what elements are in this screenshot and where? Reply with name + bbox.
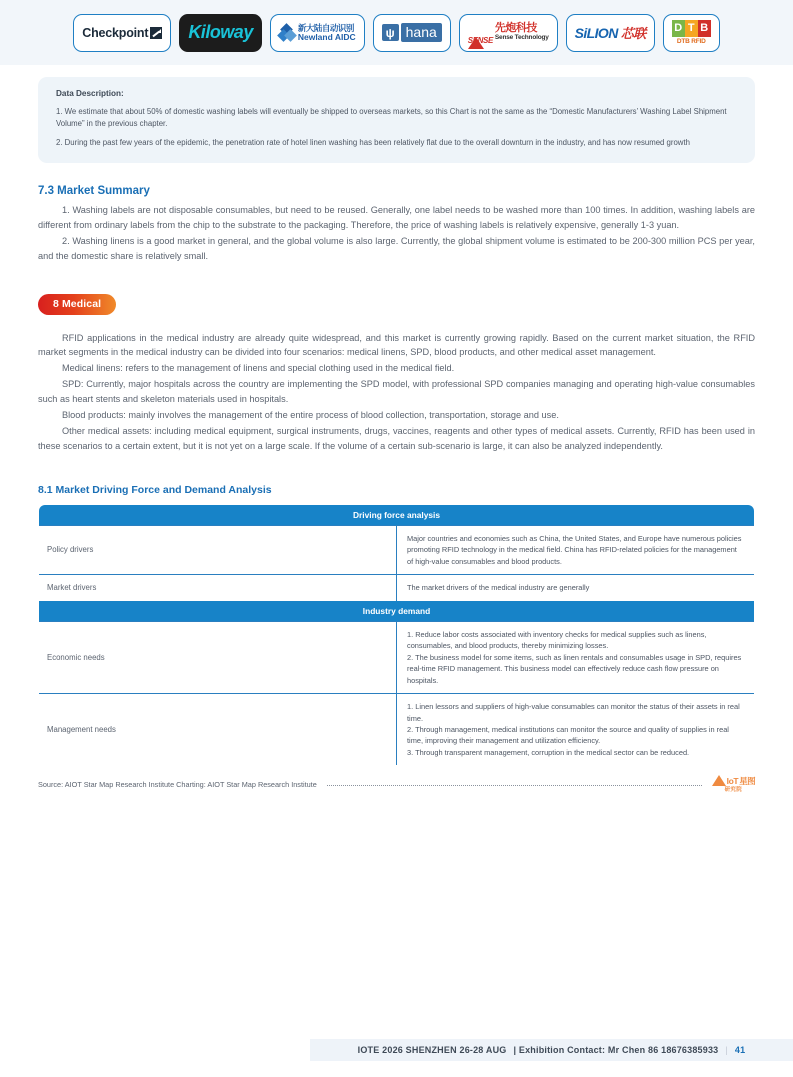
hana-mark-icon: ψ [382,24,399,41]
dtb-letter-d: D [672,20,685,37]
logo-sense-word: SENSE [467,35,493,45]
section-badge-row [38,294,755,315]
logo-hana[interactable] [373,14,451,52]
data-description-item: 2. During the past few years of the epidemic, the penetration rate of hotel linen washing has been relatively flat due to the overall downturn in the industry, and has now resumed growth [56,137,690,147]
logo-sense-technology[interactable] [459,14,558,52]
paragraph-7-3-1: 1. Washing labels are not disposable consumables, but need to be reused. Generally, one label needs to be washed more than 100 times. In addition, washing labels are different from ordinary labels from the chip to the substrate to the packaging. Therefore, the price of washing labels is relatively expensive, generally 1-3 yuan. [38,204,755,230]
logo-dtb-rfid[interactable] [663,14,720,52]
dtb-letter-t: T [685,20,698,37]
table-group-header-industry-demand [39,601,755,622]
paragraph-8-1: RFID applications in the medical industry are already quite widespread, and this market is currently growing rapidly. Based on the current market situation, the RFID market segments in the medical industry can be divided into four scenarios: medical linens, SPD, blood products, and other medical asset management. [38,332,755,358]
section-heading-8-1: 8.1 Market Driving Force and Demand Analysis [38,483,272,496]
paragraph-8-2: Medical linens: refers to the management of linens and special clothing used in the medical field. [62,363,455,374]
table-group-header-driving-force [39,504,755,525]
logo-newland-en: Newland AIDC [297,31,356,42]
table-cell-line: The market drivers of the medical industry are generally [407,583,590,593]
table-row-label: Market drivers [39,575,397,601]
table-cell-line: 1. Reduce labor costs associated with inventory checks for medical supplies such as linens, consumables, and blood products, thereby minimizing losses. [407,629,707,651]
table-row [39,575,755,601]
logo-kiloway[interactable] [179,14,262,52]
table-row [39,621,755,693]
logo-sense-en: Sense Technology [494,33,549,41]
table-cell-line: Major countries and economies such as China, the United States, and Europe have numerous policies promoting RFID technology in the medical field. China has RFID-related policies for the management of high-value consumables and blood products. [407,533,742,566]
footer-bar [310,1039,793,1061]
table-row-label: Policy drivers [39,525,397,574]
aiot-triangle-icon [712,775,726,786]
paragraph-7-3-2: 2. Washing linens is a good market in general, and the global volume is also large. Currently, the global shipment volume is estimated to be 200-300 million PCS per year, and the domestic share is relatively small. [38,235,755,261]
aiot-logo-sub: 研究院 [724,787,743,794]
section-heading-7-3: 7.3 Market Summary [38,184,150,197]
logo-newland-cn: 新大陆自动识别 [297,22,354,33]
table-cell-line: 1. Linen lessors and suppliers of high-value consumables can monitor the status of their assets in real time. [407,702,740,723]
newland-diamond-icon [279,25,295,41]
page-content [0,65,793,794]
driving-force-demand-table [38,504,755,767]
paragraph-8-3: SPD: Currently, major hospitals across the country are implementing the SPD model, with professional SPD companies managing and operating high-value consumables such as heart stents and skeleton materials used in hospitals. [38,379,755,405]
data-description-item: 1. We estimate that about 50% of domestic washing labels will eventually be shipped to overseas markets, so this Chart is not the same as the “Domestic Manufacturers’ Washing Label Shipment Volume” in the previous chapter. [56,107,727,129]
dtb-letter-b: B [698,20,711,37]
footer-page-number: 41 [734,1045,746,1055]
aiot-logo-part2: 星图 [739,775,755,786]
partner-logo-strip [0,0,793,65]
logo-newland-aidc[interactable] [270,14,365,52]
table-cell-line: 3. Through transparent management, corruption in the medical sector can be reduced. [407,747,690,757]
table-row-label: Economic needs [39,621,397,693]
logo-checkpoint-label: Checkpoint [82,25,149,40]
paragraph-8-5: Other medical assets: including medical equipment, surgical instruments, drugs, vaccines, reagents and other types of medical assets. Currently, RFID has been used in these scenarios to a certain extent, but it is not yet on a large scale. If the volume of a certain sub-scenario is large, it can also be analyzed independently. [38,426,755,451]
logo-kiloway-label: Kiloway [188,22,253,42]
page-footer [0,1039,793,1061]
table-row-value [397,575,755,601]
table-group-header-label: Industry demand [39,601,755,622]
footer-separator: | [725,1045,728,1055]
table-row-label: Management needs [39,694,397,766]
logo-dtb-sub: DTB RFID [676,37,706,45]
source-dotted-rule [327,784,702,786]
table-row [39,694,755,766]
logo-hana-label: hana [401,23,442,41]
paragraph-8-4: Blood products: mainly involves the management of the entire process of blood collection, transportation, storage and use. [62,410,559,421]
logo-checkpoint[interactable] [73,14,171,52]
table-cell-line: 2. The business model for some items, such as linen rentals and consumables usage in SPD, requires real-time RFID management. This business model can effectively reduce cash flow pressure on hospitals. [407,652,742,685]
table-row-value [397,694,755,766]
table-row [39,525,755,574]
table-cell-line: 2. Through management, medical institutions can monitor the source and quality of supplies in real time, improving their management and utilization efficiency. [407,724,729,746]
footer-contact-label: | Exhibition Contact: Mr Chen 86 18676385933 [513,1045,719,1055]
source-text: Source: AIOT Star Map Research Institute Charting: AIOT Star Map Research Institute [38,780,317,790]
data-description-box [38,77,755,163]
aiot-watermark-logo [712,775,755,794]
logo-silion[interactable] [566,14,655,52]
table-row-value [397,621,755,693]
data-description-title: Data Description: [56,89,124,98]
logo-silion-cn: 芯联 [620,26,646,41]
table-group-header-label: Driving force analysis [39,504,755,525]
logo-sense-cn: 先炮科技 [494,22,537,35]
checkpoint-mark-icon [150,27,162,39]
logo-silion-label: SiLION [574,24,618,41]
aiot-logo-part1: IoT [726,775,739,786]
footer-event-label: IOTE 2026 SHENZHEN 26-28 AUG [357,1045,507,1055]
source-attribution-row [38,775,755,794]
table-row-value [397,525,755,574]
section-badge-8-medical: 8 Medical [38,294,116,315]
